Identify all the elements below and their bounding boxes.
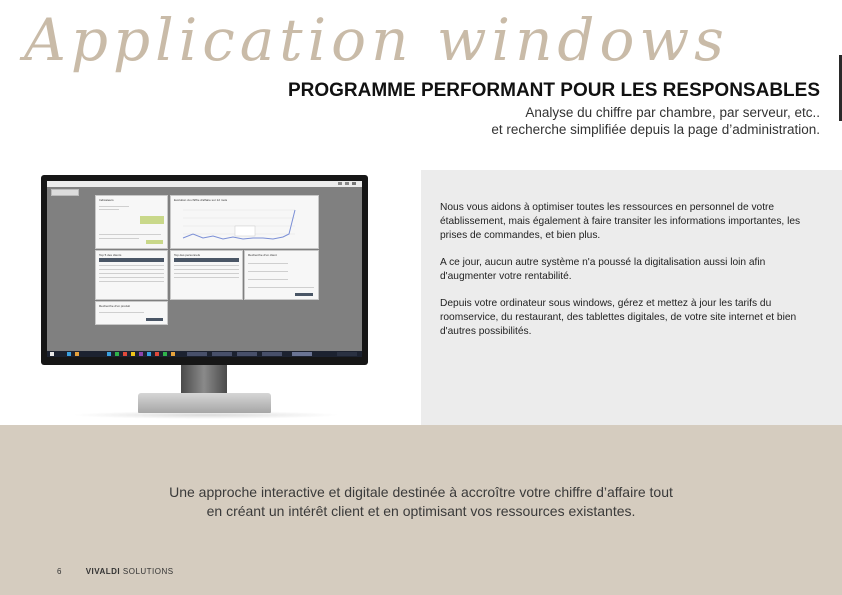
card-revenue-chart [170,195,319,249]
tagline-line-1: Une approche interactive et digitale destinée à accroître votre chiffre d’affaire tout [169,484,673,500]
card-indicateurs [95,195,168,249]
description-panel [421,170,842,425]
app-icon [115,352,119,356]
form-field [248,287,314,288]
mini-line-chart [171,196,318,248]
monitor-base [138,393,271,413]
task-item [292,352,312,356]
app-toolbar-select [51,189,79,196]
start-icon [50,352,54,356]
card-row [99,209,119,210]
task-item [237,352,257,356]
app-icon [107,352,111,356]
indicator-highlight [140,216,164,224]
card-revenue-title: Evolution du chiffre d'affaire sur 12 mois [174,198,228,202]
table-row [99,277,164,278]
system-tray [337,352,357,356]
brand-name-bold: VIVALDI [85,567,121,576]
card-top-personnel [170,250,243,300]
card-top-clients-title: Top 5 des clients [99,253,122,257]
table-header [99,258,164,262]
table-row [99,281,164,282]
windows-taskbar [47,351,362,357]
app-icon [171,352,175,356]
table-row [174,273,239,274]
form-field [248,271,288,272]
app-icon [131,352,135,356]
table-header [174,258,239,262]
monitor-screen [47,181,362,357]
form-field [248,263,288,264]
brand-name [86,567,174,576]
card-row [99,206,129,207]
tagline-line-2: en créant un intérêt client et en optimisant vos ressources existantes. [206,503,636,519]
headline: PROGRAMME PERFORMANT POUR LES RESPONSABLES [287,80,820,101]
card-client-search [244,250,319,300]
app-titlebar [47,181,362,187]
card-client-search-title: Recherche d'un client [248,253,277,257]
card-row [99,234,161,235]
subline [491,104,820,138]
description-text [440,201,820,352]
card-top-clients [95,250,168,300]
app-icon [67,352,71,356]
task-item [262,352,282,356]
table-row [99,273,164,274]
table-row [174,277,239,278]
app-icon [147,352,151,356]
search-button [146,318,163,321]
description-paragraph-1: Nous vous aidons à optimiser toutes les ressources en personnel de votre établissement, mais également à faire transiter les informations importantes, les prises de commandes, et bien plus. [440,202,801,241]
card-top-personnel-title: Top des personnels [174,253,201,257]
app-icon [123,352,127,356]
maximize-icon [345,182,349,185]
task-item [212,352,232,356]
subline-line-1: Analyse du chiffre par chambre, par serveur, etc.. [525,105,820,120]
page-footer [57,567,174,576]
form-field [248,279,288,280]
table-row [99,265,164,266]
brand-name-rest: SOLUTIONS [120,567,174,576]
description-paragraph-2: A ce jour, aucun autre système n'a poussé la digitalisation aussi loin afin d'augmenter votre rentabilité. [440,257,766,282]
card-product-search [95,301,168,325]
app-icon [75,352,79,356]
card-product-search-title: Recherche d'un produit [99,304,130,308]
task-item [187,352,207,356]
monitor-illustration [41,175,368,420]
minimize-icon [338,182,342,185]
table-row [174,269,239,270]
page-number: 6 [57,567,62,576]
indicator-highlight [146,240,163,244]
subline-line-2: et recherche simplifiée depuis la page d’administration. [491,122,820,137]
table-row [174,265,239,266]
app-icon [163,352,167,356]
tagline [0,483,842,521]
card-indicateurs-title: Indicateurs [99,198,114,202]
card-row [99,238,139,239]
tagline-band [0,425,842,595]
app-icon [139,352,143,356]
form-field [99,312,144,313]
script-title: Application windows [24,6,729,74]
monitor-bezel [41,175,368,365]
search-button [295,293,313,296]
close-icon [352,182,356,185]
table-row [99,269,164,270]
description-paragraph-3: Depuis votre ordinateur sous windows, gérez et mettez à jour les tarifs du roomservice, du restaurant, des tablettes digitales, de votre site internet et bien d'autres possibilités. [440,298,797,337]
app-icon [155,352,159,356]
